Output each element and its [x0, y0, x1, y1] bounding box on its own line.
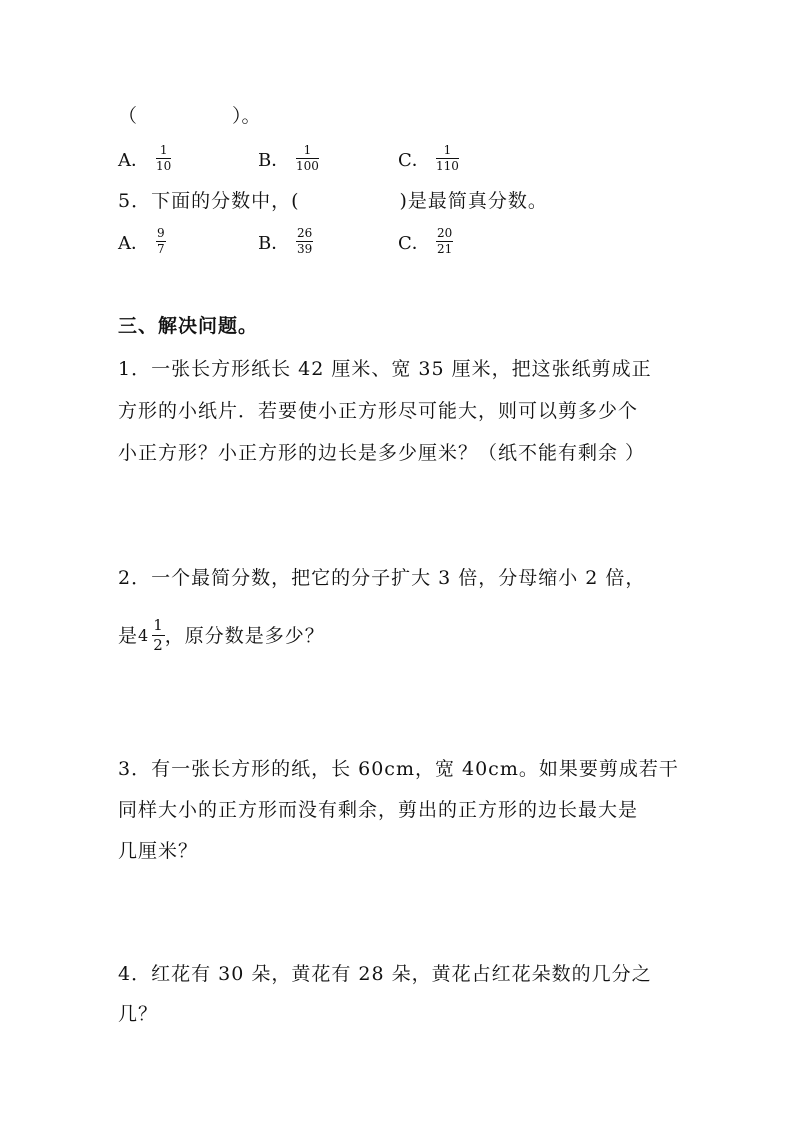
option-letter: B． [258, 149, 290, 171]
denominator: 2 [153, 636, 164, 654]
numerator: 9 [157, 226, 165, 240]
denominator: 100 [296, 159, 319, 173]
problem-2-prefix: 是 [118, 624, 139, 647]
problem-2-suffix: ，原分数是多少？ [164, 624, 325, 647]
problem-1-line-3: 小正方形？小正方形的边长是多少厘米？（纸不能有剩余 ） [118, 442, 646, 464]
numerator: 20 [437, 226, 453, 240]
fraction [296, 144, 319, 173]
numerator: 1 [443, 143, 452, 157]
problem-3-line-1: 3．有一张长方形的纸，长 60cm，宽 40cm。如果要剪成若干 [118, 758, 679, 780]
fraction [156, 227, 166, 256]
option-letter: C． [398, 232, 430, 254]
numerator: 1 [153, 616, 164, 634]
denominator: 10 [156, 159, 172, 173]
section-heading: 三、解决问题。 [118, 315, 259, 337]
q4-option-a [118, 144, 171, 173]
mixed-whole: 4 [138, 625, 150, 645]
q4-option-b [258, 144, 319, 173]
problem-1-line-2: 方形的小纸片．若要使小正方形尽可能大，则可以剪多少个 [118, 400, 639, 422]
fraction [296, 227, 313, 256]
fraction [436, 227, 453, 256]
option-letter: A． [118, 149, 149, 171]
option-letter: B． [258, 232, 290, 254]
fraction [436, 144, 459, 173]
q5-question: 5．下面的分数中，( )是最简真分数。 [118, 190, 548, 212]
q5-option-c [398, 227, 453, 256]
denominator: 7 [157, 242, 165, 256]
problem-3-line-3: 几厘米？ [118, 840, 199, 862]
numerator: 26 [297, 226, 313, 240]
problem-4-line-1: 4．红花有 30 朵，黄花有 28 朵，黄花占红花朵数的几分之 [118, 963, 652, 985]
problem-3-line-2: 同样大小的正方形而没有剩余，剪出的正方形的边长最大是 [118, 799, 639, 821]
problem-4-line-2: 几？ [118, 1003, 159, 1025]
option-letter: C． [398, 149, 430, 171]
denominator: 110 [436, 159, 459, 173]
q4-option-c [398, 144, 459, 173]
denominator: 39 [297, 242, 313, 256]
mixed-number [138, 617, 165, 654]
q4-paren-blank: （ ）。 [118, 105, 261, 127]
problem-1-line-1: 1．一张长方形纸长 42 厘米、宽 35 厘米，把这张纸剪成正 [118, 358, 652, 380]
problem-2-line-1: 2．一个最简分数，把它的分子扩大 3 倍，分母缩小 2 倍， [118, 567, 646, 589]
denominator: 21 [437, 242, 453, 256]
q5-option-a [118, 227, 166, 256]
problem-2-line-2 [118, 617, 325, 654]
q5-option-b [258, 227, 313, 256]
numerator: 1 [159, 143, 168, 157]
option-letter: A． [118, 232, 149, 254]
fraction [156, 144, 171, 173]
fraction [152, 617, 165, 654]
numerator: 1 [303, 143, 312, 157]
